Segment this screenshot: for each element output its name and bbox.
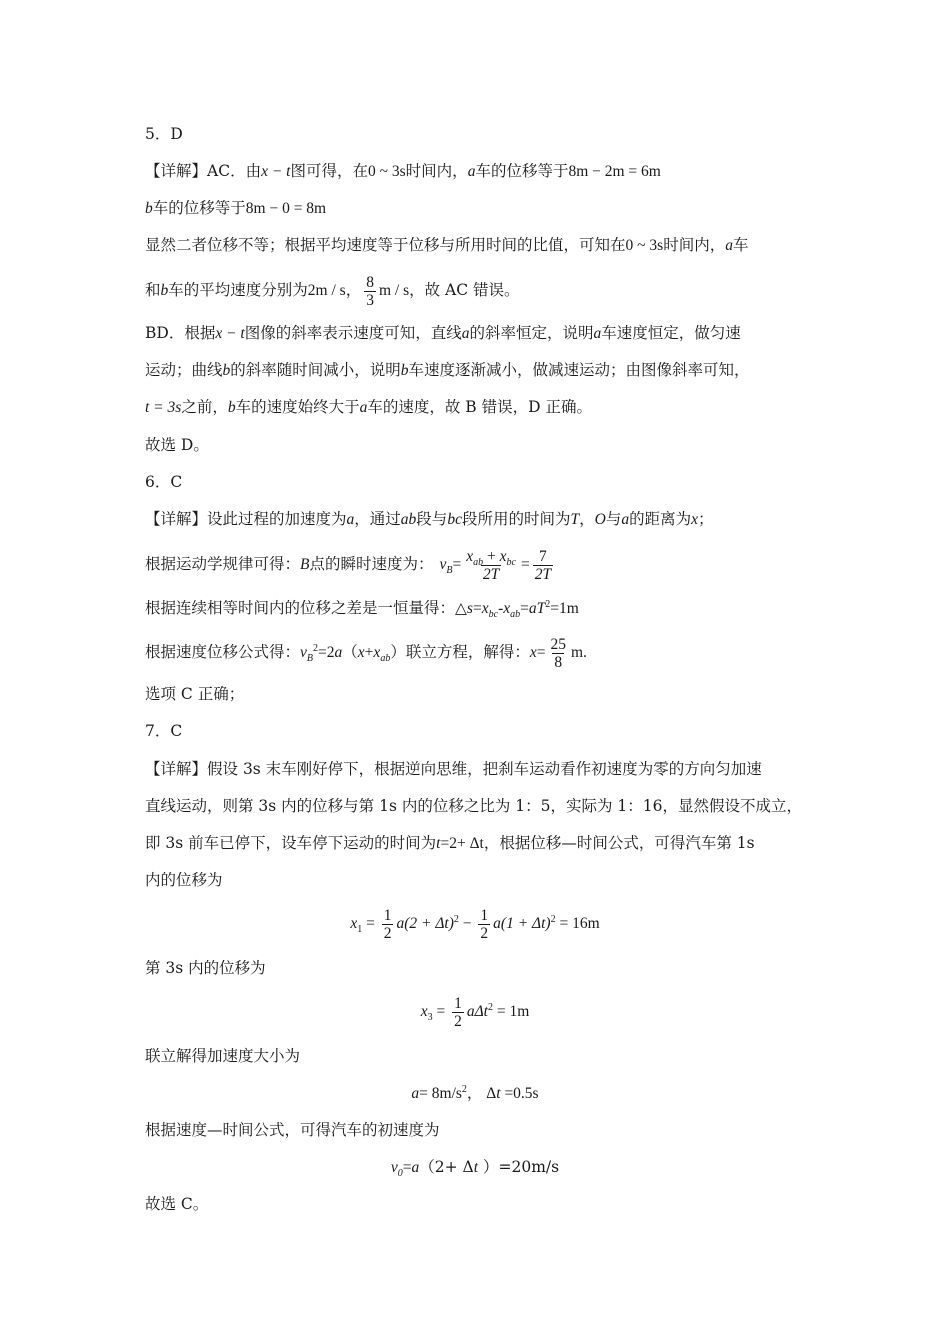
fraction-half xyxy=(382,907,394,942)
math: a xyxy=(411,1159,420,1176)
q5-answer-text: 5．D xyxy=(145,125,183,143)
math: x xyxy=(691,511,698,528)
numerator: 1 xyxy=(383,906,392,924)
text: 设此过程的加速度为 xyxy=(207,510,347,528)
math: t = 3s xyxy=(145,399,182,416)
denominator: 2 xyxy=(383,924,392,942)
math: x − t xyxy=(261,163,291,180)
q5-line-7 xyxy=(145,396,810,419)
math: a xyxy=(467,163,476,180)
math: ）=20m/s xyxy=(478,1158,560,1176)
denominator: 2 xyxy=(480,924,489,942)
q7-line-6 xyxy=(145,1045,810,1067)
text: ）联立方程，解得： xyxy=(390,643,530,661)
q7-line-5 xyxy=(145,957,810,979)
denominator: 2 xyxy=(454,1012,462,1030)
text: 根据运动学规律可得： xyxy=(145,555,301,573)
numerator: 1 xyxy=(454,994,462,1012)
text: 时间内， xyxy=(405,162,468,180)
math: x xyxy=(420,1003,428,1020)
math: = xyxy=(536,644,546,661)
math-sub: bc xyxy=(506,556,516,568)
math: 8m − 0 = 8m xyxy=(245,200,327,217)
math: x xyxy=(529,644,537,661)
math: =2+ Δt xyxy=(440,835,484,852)
text: 选项 C 正确； xyxy=(145,685,245,703)
math: x xyxy=(357,644,365,661)
math: =1m xyxy=(550,600,579,617)
math: s xyxy=(466,600,473,617)
math: a xyxy=(725,237,733,254)
math: B xyxy=(300,556,310,573)
math: x xyxy=(499,547,507,565)
math-sub: ab xyxy=(473,556,484,568)
math: a(1 + Δt) xyxy=(493,915,551,932)
fraction-8-3 xyxy=(364,274,376,309)
numerator: 8 xyxy=(366,273,374,291)
text: 段与 xyxy=(416,510,448,528)
math: - xyxy=(498,600,504,617)
text: 根据速度—时间公式，可得汽车的初速度为 xyxy=(145,1121,440,1139)
math-sub: B xyxy=(306,653,314,665)
text: 时间内， xyxy=(663,236,726,254)
math: ab xyxy=(400,511,417,528)
text: 假设 3s 末车刚好停下，根据逆向思维，把刹车运动看作初速度为零的方向匀加速 xyxy=(207,760,762,778)
math: （2+ Δ xyxy=(419,1158,474,1176)
math: = xyxy=(472,600,482,617)
math: m / s xyxy=(378,282,410,299)
text: 根据连续相等时间内的位移之差是一恒量得：△ xyxy=(145,599,467,617)
math-sup: 2 xyxy=(313,642,319,654)
math: m. xyxy=(570,644,587,661)
detail-tag: 【详解】 xyxy=(145,760,208,778)
math: a xyxy=(334,644,343,661)
q6-line-2 xyxy=(145,544,810,585)
denominator: 2T xyxy=(482,565,500,583)
math: = xyxy=(520,600,529,617)
math: b xyxy=(145,200,153,217)
math: a xyxy=(411,1085,420,1102)
q5-line-1 xyxy=(145,160,810,183)
math-sup: 2 xyxy=(550,913,556,925)
text: （ xyxy=(342,643,358,661)
numerator xyxy=(464,547,518,568)
q6-answer xyxy=(145,471,810,493)
math-sub: 3 xyxy=(427,1012,433,1024)
math-sub: bc xyxy=(488,609,499,621)
text: 车的速度，故 B 错误，D 正确。 xyxy=(367,398,592,416)
math: ， Δ xyxy=(466,1085,497,1102)
text: 联立解得加速度大小为 xyxy=(145,1047,301,1065)
text: ， xyxy=(579,510,595,528)
text: 直线运动，则第 3s 内的位移与第 1s 内的位移之比为 1：5，实际为 1：16，显然假设不成立， xyxy=(145,797,803,815)
denominator: 2T xyxy=(534,565,552,583)
text: 的斜率恒定，说明 xyxy=(469,324,594,342)
q6-line-4 xyxy=(145,632,810,673)
math: b xyxy=(227,399,236,416)
text: ，故 AC 错误。 xyxy=(409,281,520,299)
math: = 8m/s xyxy=(419,1085,462,1102)
math: b xyxy=(160,282,169,299)
text: 根据速度位移公式得： xyxy=(145,643,301,661)
text: 图像的斜率表示速度可知，直线 xyxy=(244,324,462,342)
math-sup: 2 xyxy=(461,1083,467,1095)
text: 段所用的时间为 xyxy=(461,510,571,528)
math: a xyxy=(346,511,355,528)
q6-conclusion xyxy=(145,683,810,705)
math: v xyxy=(439,556,447,573)
q5-line-3 xyxy=(145,234,810,257)
q7-equation-3 xyxy=(0,1082,950,1105)
q6-line-3 xyxy=(145,597,810,620)
math: a(2 + Δt) xyxy=(396,915,454,932)
math-sup: 2 xyxy=(545,598,551,610)
math-sub: B xyxy=(446,565,453,577)
text: 之前， xyxy=(181,398,228,416)
text: 车速度逐渐减小，做减速运动；由图像斜率可知， xyxy=(408,361,750,379)
text: ，通过 xyxy=(354,510,401,528)
fraction-velocity xyxy=(464,548,518,583)
text: 的斜率随时间减小，说明 xyxy=(230,361,401,379)
math: + xyxy=(483,547,500,565)
math: aΔt xyxy=(466,1003,488,1020)
math: =0.5s xyxy=(500,1085,539,1102)
math: a xyxy=(359,399,368,416)
math: bc xyxy=(447,511,462,528)
math: x xyxy=(350,915,358,932)
math: x xyxy=(466,547,474,565)
q7-line-2 xyxy=(145,795,810,817)
detail-tag: 【详解】 xyxy=(145,162,208,180)
text: 故选 D。 xyxy=(145,436,209,454)
math-sub: 0 xyxy=(397,1168,403,1180)
math: 2m / s xyxy=(307,282,346,299)
text: 和 xyxy=(145,281,161,299)
math: t xyxy=(496,1085,501,1102)
math: v xyxy=(390,1159,398,1176)
fraction-half xyxy=(452,995,464,1030)
q5-line-5 xyxy=(145,322,810,345)
q5-answer xyxy=(145,123,810,145)
text: 车 xyxy=(732,236,749,254)
text: 点的瞬时速度为： xyxy=(309,555,434,573)
text: 运动；曲线 xyxy=(145,361,223,379)
text: BD．根据 xyxy=(145,324,216,342)
q5-line-2 xyxy=(145,197,810,220)
q7-answer xyxy=(145,720,810,742)
math: x xyxy=(503,600,511,617)
text: 即 3s 前车已停下，设车停下运动的时间为 xyxy=(145,834,437,852)
text: AC．由 xyxy=(207,162,262,180)
q7-equation-1 xyxy=(0,903,950,944)
math: T xyxy=(570,511,580,528)
q6-answer-text: 6．C xyxy=(145,473,183,491)
math: a xyxy=(461,325,470,342)
math: = xyxy=(520,556,530,573)
math: b xyxy=(400,362,409,379)
text: 车的速度始终大于 xyxy=(235,398,360,416)
text: 车的位移等于 xyxy=(152,199,246,217)
math-sub: 1 xyxy=(357,924,363,936)
text: 故选 C。 xyxy=(145,1195,209,1213)
text: 第 3s 内的位移为 xyxy=(145,959,266,977)
detail-tag: 【详解】 xyxy=(145,510,208,528)
numerator: 1 xyxy=(480,906,489,924)
q7-line-4 xyxy=(145,869,810,891)
math: 0 ~ 3s xyxy=(625,237,664,254)
math-sub: ab xyxy=(510,609,521,621)
math: x xyxy=(481,600,489,617)
text: 的距离为 xyxy=(629,510,692,528)
math: v xyxy=(300,644,307,661)
text: 车的平均速度分别为 xyxy=(168,281,308,299)
math-sub: ab xyxy=(380,653,391,665)
text: ； xyxy=(697,510,714,528)
math-sup: 2 xyxy=(453,913,459,925)
q6-line-1 xyxy=(145,508,810,531)
text: 图可得，在 xyxy=(290,162,368,180)
math: = xyxy=(362,915,379,932)
q7-line-7 xyxy=(145,1119,810,1141)
math: a xyxy=(621,511,630,528)
math: − xyxy=(458,915,476,932)
math: =2 xyxy=(318,644,335,661)
fraction-25-8 xyxy=(548,636,568,671)
q5-line-4 xyxy=(145,270,810,311)
math-sup: 2 xyxy=(487,1001,493,1013)
fraction-half xyxy=(478,907,490,942)
fraction-7-2T xyxy=(533,548,553,583)
denominator: 8 xyxy=(554,653,563,671)
math: x xyxy=(373,644,381,661)
math: O xyxy=(594,511,606,528)
math: = xyxy=(452,556,462,573)
text: 显然二者位移不等；根据平均速度等于位移与所用时间的比值，可知在 xyxy=(145,236,626,254)
text: ，根据位移—时间公式，可得汽车第 1s xyxy=(483,834,755,852)
q7-equation-4 xyxy=(0,1156,950,1179)
text: 车速度恒定，做匀速 xyxy=(601,324,741,342)
q7-answer-text: 7．C xyxy=(145,722,183,740)
math: t xyxy=(473,1159,479,1176)
q7-line-1 xyxy=(145,758,810,780)
q7-line-3 xyxy=(145,832,810,855)
math: + xyxy=(364,644,374,661)
math: 0 ~ 3s xyxy=(368,163,406,180)
text: 车的位移等于 xyxy=(475,162,569,180)
math: b xyxy=(222,362,231,379)
numerator: 7 xyxy=(539,547,547,565)
q7-conclusion xyxy=(145,1193,810,1215)
text: ， xyxy=(345,281,362,299)
math: 8m − 2m = 6m xyxy=(568,163,661,180)
q7-equation-2 xyxy=(0,991,950,1032)
math: aT xyxy=(528,600,546,617)
text: 内的位移为 xyxy=(145,871,223,889)
math: a xyxy=(593,325,602,342)
math: x − t xyxy=(215,325,245,342)
math: = xyxy=(402,1159,412,1176)
math: t xyxy=(436,835,441,852)
text: 与 xyxy=(605,510,622,528)
numerator: 25 xyxy=(550,635,566,653)
math: = 1m xyxy=(492,1003,530,1020)
q5-line-6 xyxy=(145,359,810,382)
denominator: 3 xyxy=(366,291,374,309)
math: = 16m xyxy=(555,915,600,932)
q5-conclusion xyxy=(145,434,810,456)
math: = xyxy=(432,1003,450,1020)
